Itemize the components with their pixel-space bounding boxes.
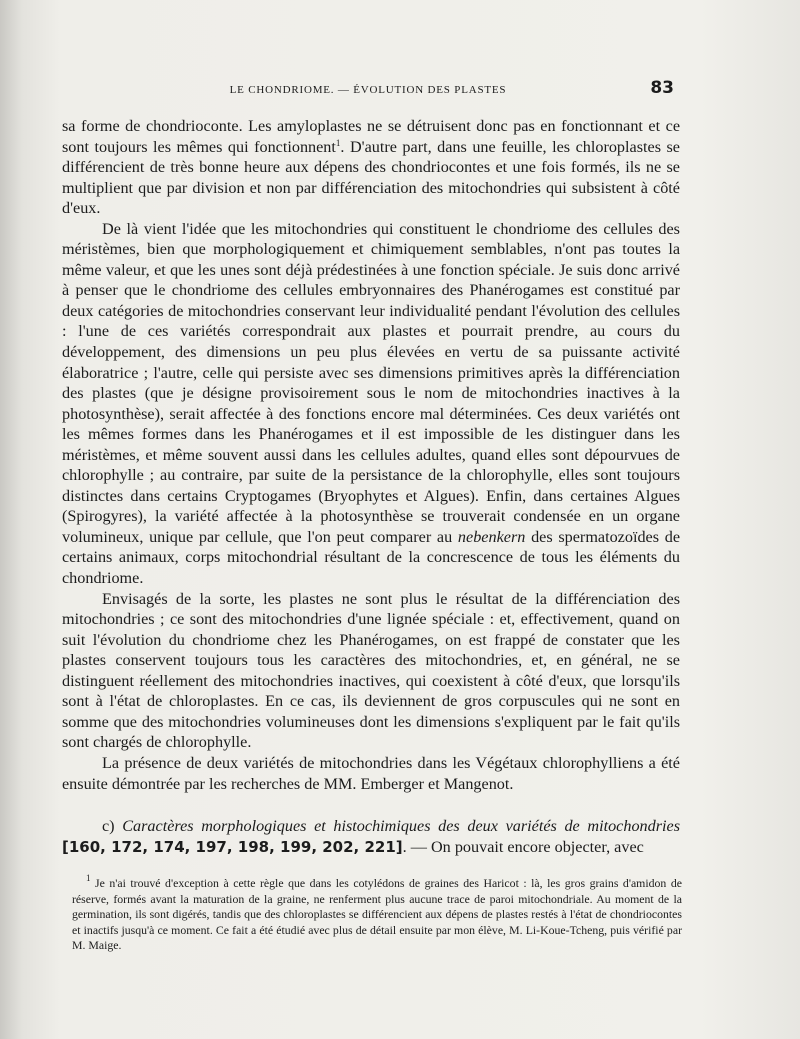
paragraph-4: La présence de deux variétés de mitochondries dans les Végétaux chlorophylliens a été ensuite démontrée par les recherches de MM. Emberger et Mangenot. bbox=[62, 753, 680, 793]
section-text: . — On pouvait encore objecter, avec bbox=[402, 837, 644, 856]
running-title: LE CHONDRIOME. — ÉVOLUTION DES PLASTES bbox=[229, 84, 507, 96]
paragraph-1 bbox=[62, 116, 680, 219]
page-number: 83 bbox=[650, 78, 674, 98]
section-title: Caractères morphologiques et histochimiques des deux variétés de mitochondries bbox=[122, 817, 681, 836]
footnote-reference: 1 bbox=[335, 137, 341, 148]
paragraph-2 bbox=[62, 219, 680, 589]
footnote bbox=[72, 873, 682, 954]
footnote-mark: 1 bbox=[86, 873, 91, 883]
paragraph-text: . D'autre part, dans une feuille, les chloroplastes se différencient de très bonne heure aux dépens des chondriocontes et une fois formés, ils ne se multiplient que par division et non par différenciation des mitochondries qui subsistent à côté d'eux. bbox=[62, 137, 680, 218]
section-label: c) bbox=[102, 817, 115, 836]
footnote-text: Je n'ai trouvé d'exception à cette règle que dans les cotylédons de graines des Haricot : là, les gros grains d'amidon de réserve, formés avant la maturation de la graine, ne renferment plus aucune trace de paroi mitochondriale. Au moment de la germination, ils sont digérés, tandis que des chloroplastes se différencient aux dépens de plastes restés à l'état de chondriocontes et inactifs jusqu'à ce moment. Ce fait a été étudié avec plus de détail ensuite par mon élève, M. Li-Koue-Tcheng, puis vérifié par M. Maige. bbox=[72, 876, 682, 953]
paragraph-text: des spermatozoïdes de certains animaux, corps mitochondrial résultant de la concrescence de tous les éléments du chondriome. bbox=[62, 527, 681, 588]
bibliography-references: [160, 172, 174, 197, 198, 199, 202, 221] bbox=[62, 837, 403, 856]
paragraph-text: De là vient l'idée que les mitochondries qui constituent le chondriome des cellules des méristèmes, bien que morphologiquement et chimiquement semblables, n'ont pas toutes la même valeur, et que les unes sont déjà prédestinées à une fonction spéciale. Je suis donc arrivé à penser que le chondriome des cellules embryonnaires des Phanérogames est constitué par deux catégories de mitochondries conservant leur individualité pendant l'évolution des cellules : l'une de ces variétés correspondrait aux plastes et pourrait prendre, au cours du développement, des dimensions un peu plus élevées en vertu de sa puissante activité élaboratrice ; l'autre, celle qui persiste avec ses dimensions primitives après la différenciation des plastes (que je désigne provisoirement sous le nom de mitochondries inactives à la photosynthèse), serait affectée à des fonctions encore mal déterminées. Ces deux variétés ont les mêmes formes dans les Phanérogames et il est impossible de les distinguer dans les méristèmes, et même souvent aussi dans les cellules adultes, quand elles sont dépourvues de chlorophylle ; au contraire, par suite de la persistance de la chlorophylle, elles sont toujours distinctes dans certains Cryptogames (Bryophytes et Algues). Enfin, dans certaines Algues (Spirogyres), la variété affectée à la photosynthèse se trouverait condensée en un organe volumineux, unique par cellule, que l'on peut comparer au bbox=[62, 219, 680, 546]
section-heading-paragraph bbox=[62, 816, 680, 857]
paragraph-3: Envisagés de la sorte, les plastes ne sont plus le résultat de la différenciation des mitochondries ; ce sont des mitochondries d'une lignée spéciale : et, effectivement, quand on suit l'évolution du chondriome chez les Phanérogames, on est frappé de constater que les plastes conservent toujours tous les caractères des mitochondries, et, en général, ne se distinguent réellement des mitochondries inactives, qui coexistent à côté d'eux, que lorsqu'ils sont à l'état de chloroplastes. En ce cas, ils deviennent de gros corpuscules qui ne sont en somme que des mitochondries volumineuses dont les dimensions s'expliquent par le fait qu'ils sont chargés de chlorophylle. bbox=[62, 589, 680, 752]
running-header bbox=[62, 78, 674, 100]
paragraph-text: sa forme de chondrioconte. Les amyloplastes ne se détruisent donc pas en fonctionnant et ce sont toujours les mêmes qui fonctionnent bbox=[62, 117, 680, 156]
italic-term: nebenkern bbox=[457, 527, 526, 546]
main-text bbox=[62, 116, 680, 857]
